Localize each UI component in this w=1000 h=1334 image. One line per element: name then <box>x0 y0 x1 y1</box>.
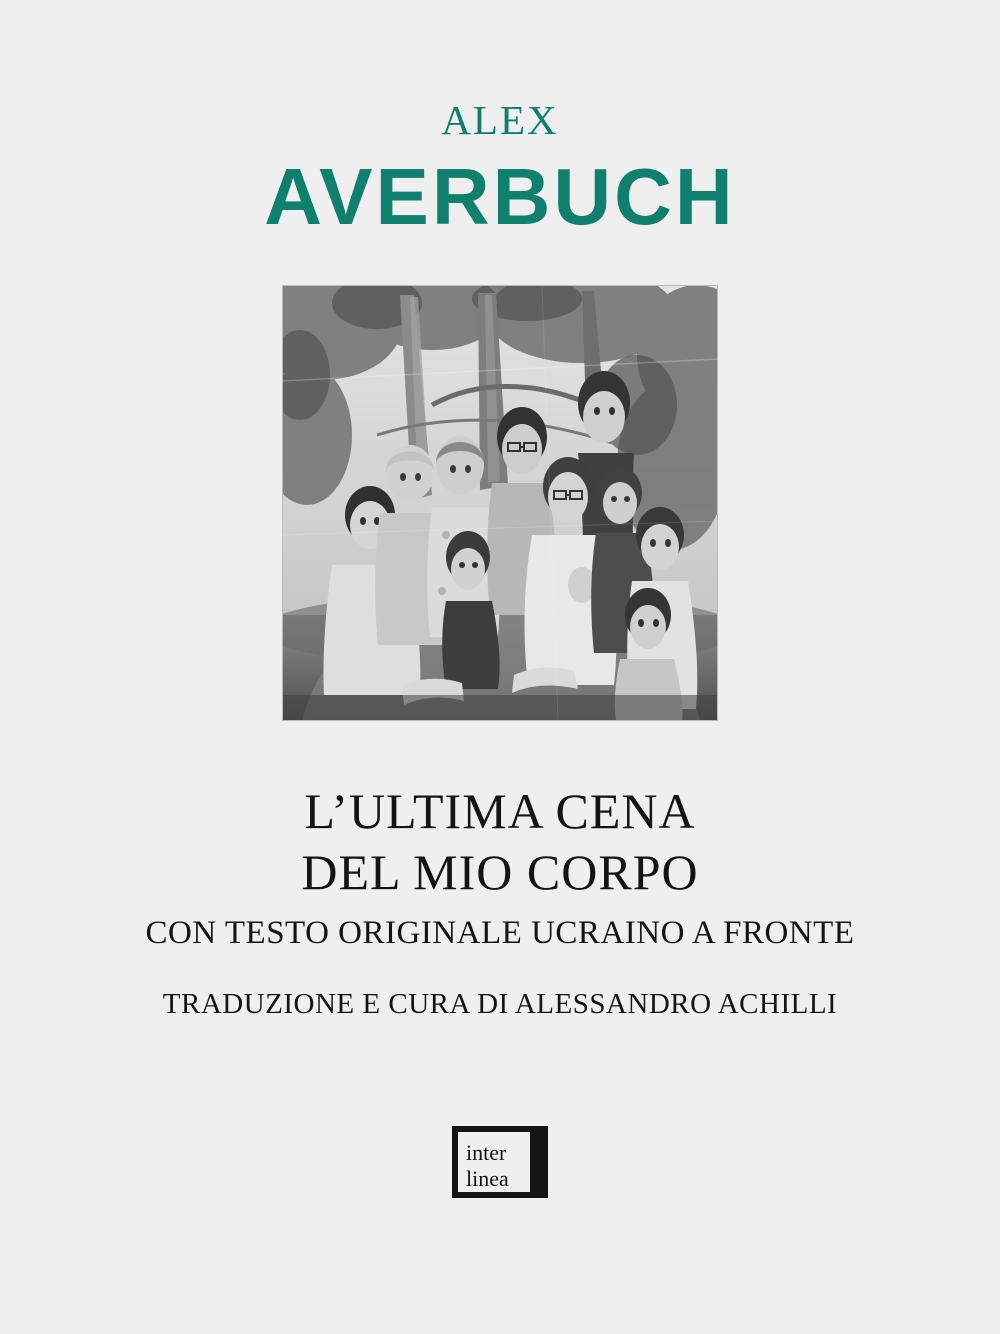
cover-photograph <box>282 285 718 721</box>
author-block <box>264 97 736 241</box>
translator-credit: TRADUZIONE E CURA DI ALESSANDRO ACHILLI <box>162 988 838 1020</box>
title-line-1: L’ULTIMA CENA <box>304 783 696 839</box>
interlinea-publisher-logo-icon <box>452 1126 548 1198</box>
author-last-name: AVERBUCH <box>264 152 736 241</box>
publisher-name-line-2: linea <box>466 1166 509 1191</box>
publisher-name-line-1: inter <box>466 1140 507 1165</box>
author-first-name: ALEX <box>441 97 559 143</box>
title-line-2: DEL MIO CORPO <box>301 844 699 900</box>
subtitle: CON TESTO ORIGINALE UCRAINO A FRONTE <box>145 915 855 951</box>
title-block <box>146 781 855 1021</box>
publisher-logo <box>452 1126 548 1198</box>
vintage-group-photograph-icon <box>282 285 718 721</box>
